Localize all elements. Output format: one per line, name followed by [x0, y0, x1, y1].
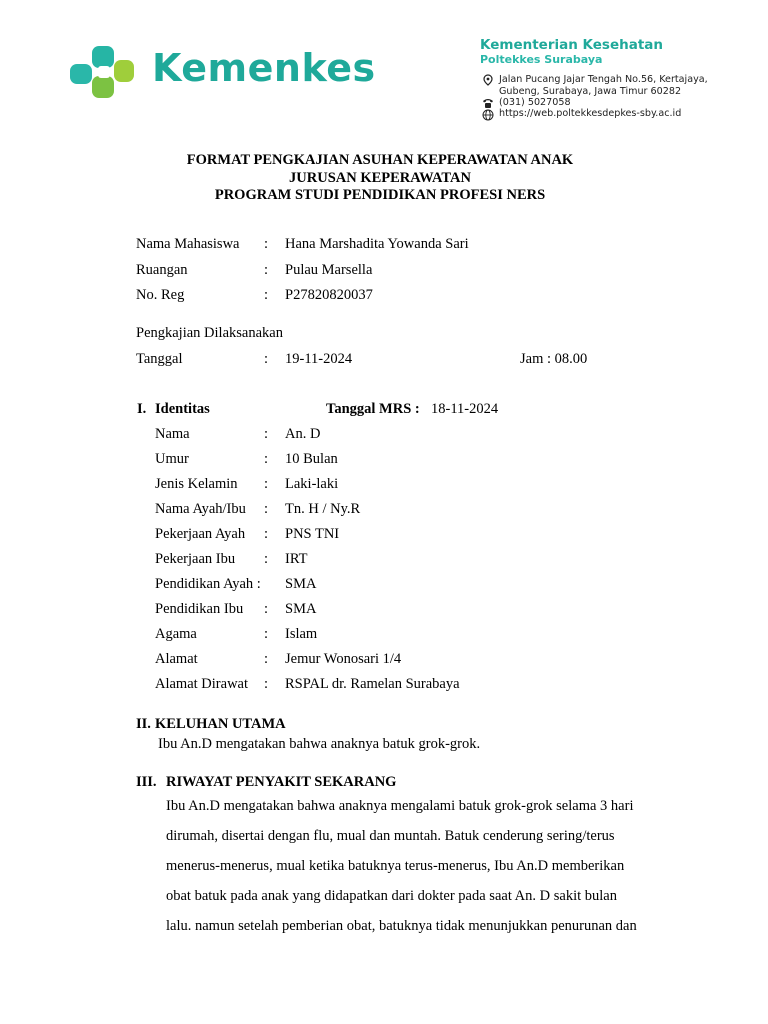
identity-row-value: Jemur Wonosari 1/4: [285, 651, 402, 667]
student-name-value: Hana Marshadita Yowanda Sari: [285, 236, 469, 252]
identity-row-value: An. D: [285, 426, 321, 442]
identity-row-value: IRT: [285, 551, 308, 567]
logo-text: Kemenkes: [152, 46, 376, 90]
section-number: II.: [136, 716, 151, 732]
history-paragraph: [166, 791, 686, 941]
reg-value: P27820820037: [285, 287, 373, 303]
history-line: dirumah, disertai dengan flu, mual dan muntah. Batuk cenderung sering/terus: [166, 828, 615, 844]
complaint-heading: KELUHAN UTAMA: [155, 716, 286, 732]
colon: :: [264, 476, 269, 492]
date-label: Tanggal: [136, 351, 183, 367]
address-line-2: Gubeng, Surabaya, Jawa Timur 60282: [499, 86, 682, 97]
colon: :: [264, 351, 269, 367]
title-line-2: JURUSAN KEPERAWATAN: [289, 170, 471, 186]
date-value: 19-11-2024: [285, 351, 353, 367]
kemenkes-logo: [68, 44, 388, 100]
identity-row-value: SMA: [285, 576, 317, 592]
identity-row-value: 10 Bulan: [285, 451, 338, 467]
student-name-label: Nama Mahasiswa: [136, 236, 240, 252]
colon: :: [264, 426, 269, 442]
identity-row-label: Pekerjaan Ayah: [155, 526, 246, 542]
phone-icon: [482, 97, 494, 109]
colon: :: [264, 676, 269, 692]
identity-row-label: Nama Ayah/Ibu: [155, 501, 246, 517]
identity-row-label: Alamat Dirawat: [155, 676, 249, 692]
identity-row-value: Laki-laki: [285, 476, 339, 492]
history-line: obat batuk pada anak yang didapatkan dari dokter pada saat An. D sakit bulan: [166, 888, 617, 904]
section-number: III.: [136, 774, 157, 790]
phone-number: (031) 5027058: [499, 97, 571, 108]
colon: :: [264, 551, 269, 567]
institution-sub-name: Poltekkes Surabaya: [480, 53, 603, 66]
identity-row-label: Pendidikan Ibu: [155, 601, 244, 617]
identity-row-label: Nama: [155, 426, 190, 442]
colon: :: [264, 626, 269, 642]
room-label: Ruangan: [136, 262, 188, 278]
identity-row-label: Agama: [155, 626, 197, 642]
address-line-1: Jalan Pucang Jajar Tengah No.56, Kertajaya,: [499, 74, 708, 85]
history-line: menerus-menerus, mual ketika batuknya terus-menerus, Ibu An.D memberikan: [166, 858, 625, 874]
history-heading: RIWAYAT PENYAKIT SEKARANG: [166, 774, 397, 790]
complaint-text: Ibu An.D mengatakan bahwa anaknya batuk grok-grok.: [158, 736, 481, 752]
institution-name: Kementerian Kesehatan: [480, 37, 663, 53]
colon: :: [264, 526, 269, 542]
identity-row-label: Pendidikan Ayah :: [155, 576, 261, 592]
colon: :: [264, 262, 269, 278]
identity-heading: Identitas: [155, 401, 210, 417]
colon: :: [264, 601, 269, 617]
reg-label: No. Reg: [136, 287, 185, 303]
identity-row-value: Islam: [285, 626, 318, 642]
history-line: Ibu An.D mengatakan bahwa anaknya mengalami batuk grok-grok selama 3 hari: [166, 798, 634, 814]
identity-row-label: Umur: [155, 451, 189, 467]
kemenkes-emblem-icon: [68, 44, 140, 100]
identity-row-label: Jenis Kelamin: [155, 476, 238, 492]
identity-row-value: SMA: [285, 601, 317, 617]
colon: :: [264, 236, 269, 252]
history-line: lalu. namun setelah pemberian obat, batuknya tidak menunjukkan penurunan dan: [166, 918, 637, 934]
identity-row-value: PNS TNI: [285, 526, 340, 542]
identity-row-label: Pekerjaan Ibu: [155, 551, 236, 567]
website-url: https://web.poltekkesdepkes-sby.ac.id: [499, 108, 682, 119]
location-pin-icon: [482, 74, 494, 86]
colon: :: [264, 451, 269, 467]
identity-row-label: Alamat: [155, 651, 198, 667]
globe-icon: [482, 109, 494, 121]
time-text: Jam : 08.00: [520, 351, 588, 367]
title-line-3: PROGRAM STUDI PENDIDIKAN PROFESI NERS: [214, 187, 546, 203]
assessment-heading: Pengkajian Dilaksanakan: [136, 325, 283, 341]
room-value: Pulau Marsella: [285, 262, 373, 278]
identity-row-value: Tn. H / Ny.R: [285, 501, 361, 517]
mrs-value: 18-11-2024: [431, 401, 499, 417]
colon: :: [264, 501, 269, 517]
section-number: I.: [137, 401, 147, 417]
colon: :: [264, 651, 269, 667]
colon: :: [264, 287, 269, 303]
identity-row-value: RSPAL dr. Ramelan Surabaya: [285, 676, 460, 692]
mrs-label: Tanggal MRS :: [326, 401, 420, 417]
title-line-1: FORMAT PENGKAJIAN ASUHAN KEPERAWATAN ANAK: [186, 152, 574, 168]
